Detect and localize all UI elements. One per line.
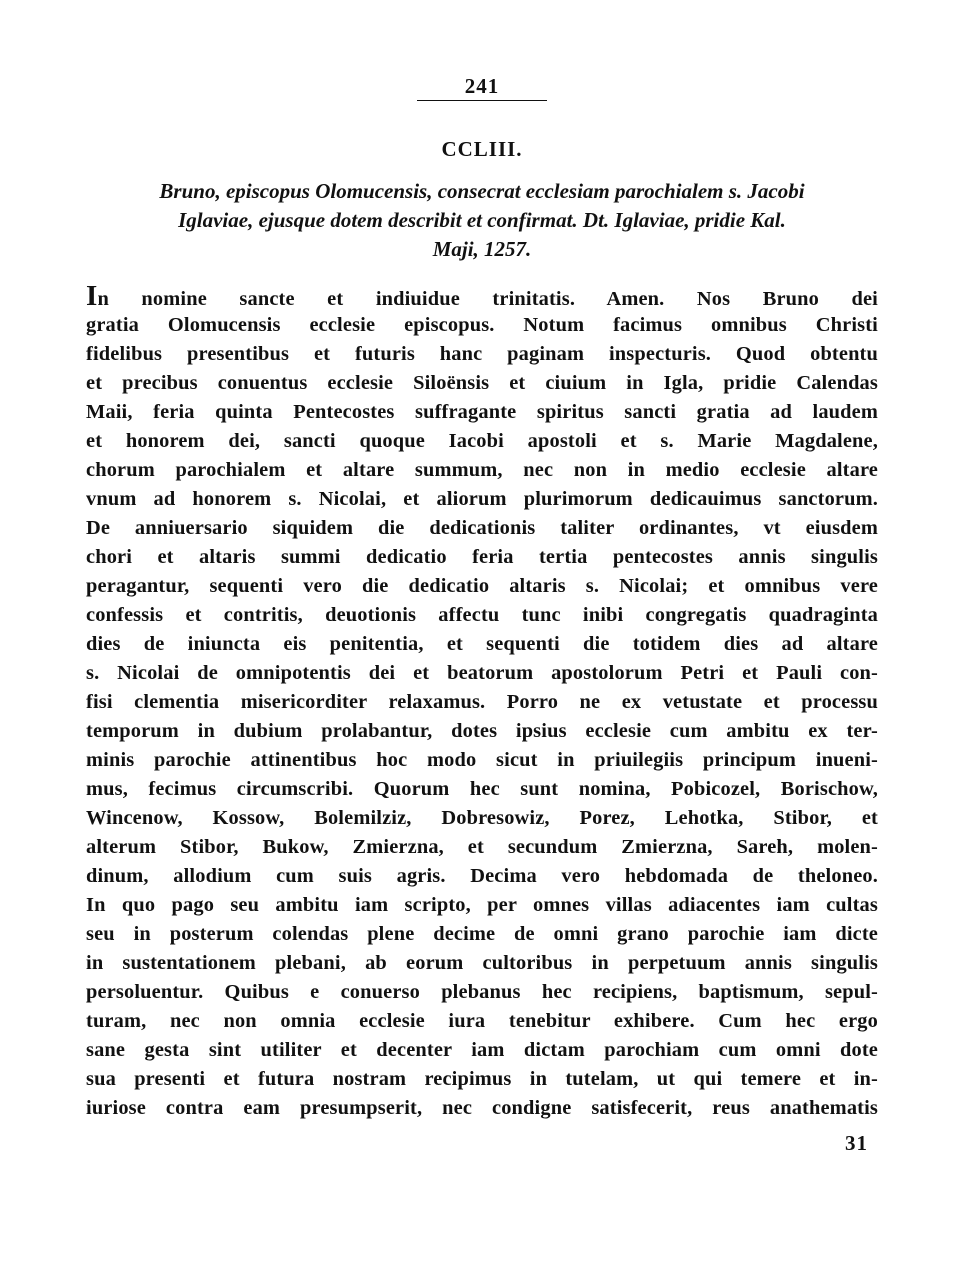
heading-line: Iglaviae, ejusque dotem describit et confirmat. Dt. Iglaviae, pridie Kal. xyxy=(178,208,786,232)
body-line: persoluentur. Quibus e conuerso plebanus hec recipiens, baptismum, sepul- xyxy=(86,981,878,1003)
page-number: 241 xyxy=(464,74,500,98)
document-body xyxy=(86,282,878,1123)
body-line: Maii, feria quinta Pentecostes suffragante spiritus sancti gratia ad laudem xyxy=(86,401,878,423)
body-line: et precibus conuentus ecclesie Siloënsis et ciuium in Igla, pridie Calendas xyxy=(86,372,878,394)
heading-line: Maji, 1257. xyxy=(432,237,532,261)
body-line: chorum parochialem et altare summum, nec non in medio ecclesie altare xyxy=(86,459,878,481)
body-line: dies de iniuncta eis penitentia, et sequenti die totidem dies ad altare xyxy=(86,633,878,655)
body-line: chori et altaris summi dedicatio feria tertia pentecostes annis singulis xyxy=(86,546,878,568)
body-line: in sustentationem plebani, ab eorum cultoribus in perpetuum annis singulis xyxy=(86,952,878,974)
document-number: CCLIII. xyxy=(441,137,523,161)
body-line: sua presenti et futura nostram recipimus in tutelam, ut qui temere et in- xyxy=(86,1068,878,1090)
body-line: peragantur, sequenti vero die dedicatio altaris s. Nicolai; et omnibus vere xyxy=(86,575,878,597)
body-line: In quo pago seu ambitu iam scripto, per omnes villas adiacentes iam cultas xyxy=(86,894,878,916)
body-line: sane gesta sint utiliter et decenter iam dictam parochiam cum omni dote xyxy=(86,1039,878,1061)
body-line: confessis et contritis, deuotionis affectu tunc inibi congregatis quadraginta xyxy=(86,604,878,626)
body-line: iuriose contra eam presumpserit, nec condigne satisfecerit, reus anathematis xyxy=(86,1097,878,1119)
body-line: s. Nicolai de omnipotentis dei et beatorum apostolorum Petri et Pauli con- xyxy=(86,662,878,684)
page xyxy=(86,68,878,1123)
heading-line: Bruno, episcopus Olomucensis, consecrat ecclesiam parochialem s. Jacobi xyxy=(159,179,805,203)
body-line: Wincenow, Kossow, Bolemilziz, Dobresowiz, Porez, Lehotka, Stibor, et xyxy=(86,807,878,829)
body-line: gratia Olomucensis ecclesie episcopus. Notum facimus omnibus Christi xyxy=(86,314,878,336)
signature-mark: 31 xyxy=(845,1131,868,1155)
body-line: fidelibus presentibus et futuris hanc paginam inspecturis. Quod obtentu xyxy=(86,343,878,365)
body-line: In nomine sancte et indiuidue trinitatis. Amen. Nos Bruno dei xyxy=(86,282,878,311)
body-line: fisi clementia misericorditer relaxamus. Porro ne ex vetustate et processu xyxy=(86,691,878,713)
header-rule xyxy=(417,100,547,101)
body-line: temporum in dubium prolabantur, dotes ipsius ecclesie cum ambitu ex ter- xyxy=(86,720,878,742)
body-line: alterum Stibor, Bukow, Zmierzna, et secundum Zmierzna, Sareh, molen- xyxy=(86,836,878,858)
document-heading xyxy=(86,177,878,264)
body-line: turam, nec non omnia ecclesie iura tenebitur exhibere. Cum hec ergo xyxy=(86,1010,878,1032)
body-line: vnum ad honorem s. Nicolai, et aliorum plurimorum dedicauimus sanctorum. xyxy=(86,488,878,510)
body-line: dinum, allodium cum suis agris. Decima vero hebdomada de theloneo. xyxy=(86,865,878,887)
body-line: De anniuersario siquidem die dedicationis taliter ordinantes, vt eiusdem xyxy=(86,517,878,539)
body-line: mus, fecimus circumscribi. Quorum hec sunt nomina, Pobicozel, Borischow, xyxy=(86,778,878,800)
body-line: et honorem dei, sancti quoque Iacobi apostoli et s. Marie Magdalene, xyxy=(86,430,878,452)
body-line: minis parochie attinentibus hoc modo sicut in priuilegiis principum inueni- xyxy=(86,749,878,771)
body-line: seu in posterum colendas plene decime de omni grano parochie iam dicte xyxy=(86,923,878,945)
initial-capital: I xyxy=(86,282,98,311)
